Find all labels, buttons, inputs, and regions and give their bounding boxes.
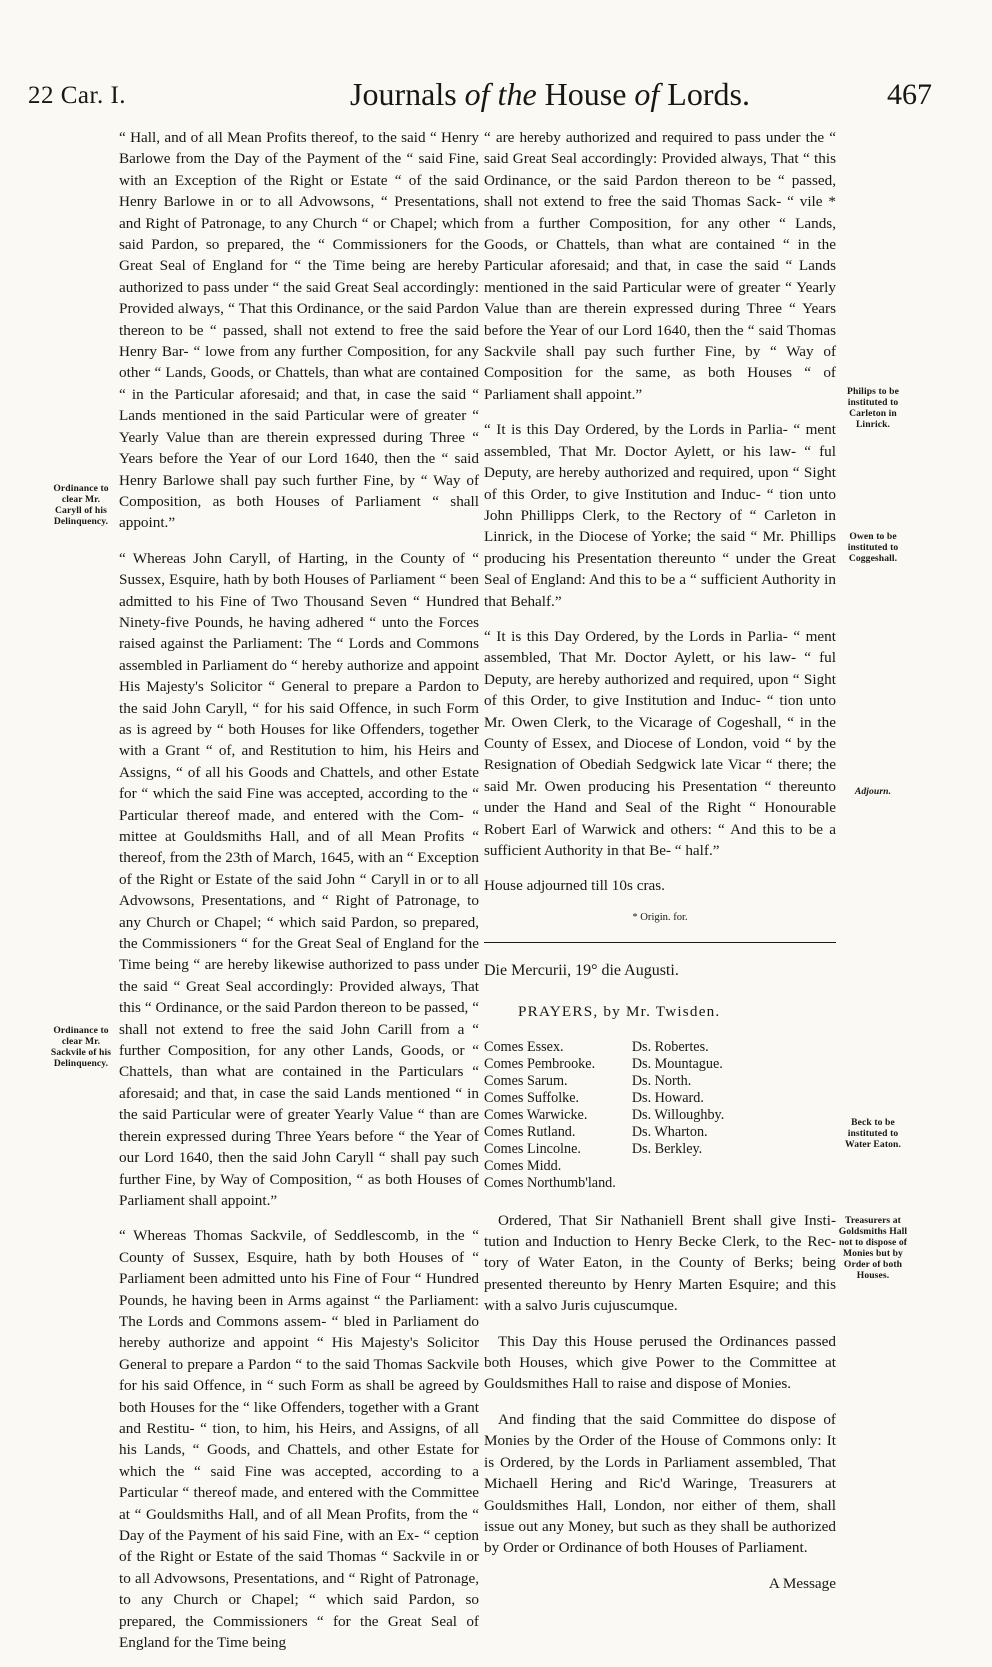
peer-name: Comes Essex. bbox=[484, 1038, 564, 1055]
catchword: A Message bbox=[768, 1574, 836, 1592]
paragraph: This Day this House perused the Ordinances passed both Houses, which give Power to the Committee at Gouldsmithes Hall to raise and dispose of Monies. bbox=[484, 1332, 836, 1393]
peer-name: Ds. Willoughby. bbox=[631, 1106, 725, 1123]
margin-note-owen: Owen to be instituted to Coggeshall. bbox=[847, 531, 899, 564]
paragraph: And finding that the said Committee do dispose of Monies by the Order of the House of Commons only: It is Ordered, by the Lords in Parliament assembled, That Michaell Hering and Ric'd Waringe, Treasurers at Gouldsmithes Hall, London, nor either of them, shall issue out any Money, but such as they shall be authorized by Order or Ordinance of both Houses of Parliament. bbox=[484, 1410, 836, 1557]
adjournment-line bbox=[484, 875, 836, 896]
peer-name: Ds. Howard. bbox=[631, 1089, 704, 1106]
dateline: Die Mercurii, 19° die Augusti. bbox=[484, 962, 679, 980]
peer-name: Ds. Mountague. bbox=[631, 1055, 723, 1072]
right-column bbox=[484, 127, 836, 1594]
page-header bbox=[28, 70, 932, 114]
running-title bbox=[350, 76, 750, 113]
peer-name: Ds. North. bbox=[631, 1072, 692, 1089]
peer-name: Comes Pembrooke. bbox=[484, 1055, 596, 1072]
page-number: 467 bbox=[887, 78, 932, 111]
running-title-part: of bbox=[634, 76, 660, 112]
prayers-line: PRAYERS, by Mr. Twisden. bbox=[518, 1003, 721, 1021]
peers-right-list bbox=[632, 1039, 724, 1192]
paragraph: “ It is this Day Ordered, by the Lords in Parlia- “ ment assembled, That Mr. Doctor Aylett, or his law- “ ful Deputy, are hereby authorized and required, upon “ Sight of this Order, to give Institution and Induc- “ tion unto John Phillipps Clerk, to the Rectory of “ Carleton in Linrick, in the Diocese of Yorke; the said “ Mr. Phillips producing his Presentation thereunto “ under the Great Seal of England: And this to be a “ sufficient Authority in that Behalf.” bbox=[484, 421, 836, 610]
margin-note-becke: Beck to be instituted to Water Eaton. bbox=[845, 1117, 901, 1150]
peer-name: Ds. Wharton. bbox=[631, 1123, 708, 1140]
running-title-part: of the bbox=[464, 76, 537, 112]
paragraph: “ Whereas John Caryll, of Harting, in the County of “ Sussex, Esquire, hath by both Houses of Parliament “ been admitted to his Fine of Two Thousand Seven “ Hundred Ninety-five Pounds, he having adhered “ unto the Forces raised against the Parliament: The “ Lords and Commons assembled in Parliament do “ hereby authorize and appoint His Majesty's Solicitor “ General to prepare a Pardon to the said John Caryll, “ for his said Offence, in such Form as is agreed by “ both Houses for like Offenders, together with a Grant “ of, and Restitution to him, his Heirs and Assigns, “ of all his Goods and Chattels, and other Estate for “ which the said Fine was accepted, according to the “ Particular thereof made, and entered with the Com- “ mittee at Gouldsmiths Hall, and of all Mean Profits “ thereof, from the 23th of March, 1645, with an “ Exception of the Right or Estate of the said John “ Caryll in or to all Advowsons, Presentations, and “ Right of Patronage, to any Church or Chapel; “ which said Pardon, so prepared, the Commissioners “ for the Great Seal of England for the Time being “ are hereby likewise authorized to pass under the said “ Great Seal accordingly: Provided always, That this “ Ordinance, or the said Pardon thereon to be passed, “ shall not extend to free the said John Carill from a “ further Composition, for any other Lands, Goods, or “ Chattels, than what are contained in the Particulars “ aforesaid; and that, in case the said Lands mentioned “ in the said Particular were of greater Yearly Value “ than are therein expressed during Three Years before “ the Year of our Lord 1640, then the said John Caryll “ shall pay such further Fine, by Way of Composition, “ as both Houses of Parliament shall appoint.” bbox=[119, 549, 479, 1209]
peers-left-list bbox=[484, 1039, 616, 1192]
peer-name: Ds. Berkley. bbox=[631, 1140, 703, 1157]
margin-note-caryll: Ordinance to clear Mr. Caryll of his Delinquency. bbox=[53, 483, 109, 527]
paragraph: “ Whereas Thomas Sackvile, of Seddlescomb, in the “ County of Sussex, Esquire, hath by both Houses of “ Parliament been admitted unto his Fine of Four “ Hundred Pounds, he having been in Arms against “ the Parliament: The Lords and Commons assem- “ bled in Parliament do hereby authorize and appoint “ His Majesty's Solicitor General to prepare a Pardon “ to the said Thomas Sackvile for his said Offence, in “ such Form as shall be agreed by both Houses for the “ like Offenders, together with a Grant and Restitu- “ tion, to him, his Heirs, and Assigns, of all his Lands, “ Goods, and Chattels, and other Estate for which the “ said Fine was accepted, according to a Particular “ thereof made, and entered with the Committee at “ Gouldsmiths Hall, and of all Mean Profits, from the “ Day of the Payment of his said Fine, with an Ex- “ ception of the Right or Estate of the said Thomas “ Sackvile in or to all Advowsons, Presentations, and “ Right of Patronage, to any Church or Chapel; “ which said Pardon, so prepared, the Commissioners “ for the Great Seal of England for the Time being bbox=[119, 1227, 479, 1652]
section-divider bbox=[484, 942, 836, 943]
peer-name: Comes Sarum. bbox=[484, 1072, 568, 1089]
margin-note-sackvile: Ordinance to clear Mr. Sackvile of his Delinquency. bbox=[50, 1025, 112, 1069]
peer-name: Ds. Robertes. bbox=[631, 1038, 709, 1055]
running-title-part: Journals bbox=[350, 76, 457, 112]
peer-name: Comes Warwicke. bbox=[484, 1106, 588, 1123]
paragraph: Ordered, That Sir Nathaniell Brent shall give Insti- tution and Induction to Henry Becke Clerk, to the Rec- tory of Water Eaton, in the County of Berks; being presented thereunto by Henry Marten Esquire; and this with a salvo Juris cujuscumque. bbox=[484, 1211, 836, 1315]
attendance-list bbox=[484, 1039, 836, 1192]
regnal-year: 22 Car. I. bbox=[28, 82, 127, 109]
paragraph: “ are hereby authorized and required to pass under the “ said Great Seal accordingly: Provided always, That “ this Ordinance, or the said Pardon thereon to be “ passed, shall not extend to free the said Thomas Sack- “ vile * from a further Composition, for any other “ Lands, Goods, or Chattels, than what are contained “ in the Particular aforesaid; and that, in case the said “ Lands mentioned in the said Particular were of greater “ Yearly Value than are therein expressed during Three “ Years before the Year of our Lord 1640, then the “ said Thomas Sackvile shall pay such further Fine, by “ Way of Composition for the same, as both Houses “ of Parliament shall appoint.” bbox=[484, 129, 836, 403]
margin-note-philips: Philips to be instituted to Carleton in Linrick. bbox=[847, 386, 899, 430]
adjournment-text: House adjourned till 10s cras. bbox=[484, 877, 665, 895]
running-title-part: Lords. bbox=[667, 76, 750, 112]
footnote: * Origin. for. bbox=[632, 911, 688, 923]
peer-name: Comes Lincolne. bbox=[484, 1140, 581, 1157]
peer-name: Comes Northumb'land. bbox=[484, 1174, 616, 1191]
paragraph: “ It is this Day Ordered, by the Lords in Parlia- “ ment assembled, That Mr. Doctor Aylett, or his law- “ ful Deputy, are hereby authorized and required, upon “ Sight of this Order, to give Institution and Induc- “ tion unto Mr. Owen Clerk, to the Vicarage of Cogeshall, “ in the County of Essex, and Diocese of London, void “ by the Resignation of Obediah Sedgwick late Vicar “ there; the said Mr. Owen producing his Presentation “ thereunto under the Hand and Seal of the Right “ Honourable Robert Earl of Warwick and others: “ And this to be a sufficient Authority in that Be- “ half.” bbox=[484, 627, 836, 859]
margin-note-adjourn: Adjourn. bbox=[854, 786, 892, 797]
peer-name: Comes Midd. bbox=[484, 1157, 562, 1174]
paragraph: “ Hall, and of all Mean Profits thereof, to the said “ Henry Barlowe from the Day of the Payment of the “ said Fine, with an Exception of the Right or Estate “ of the said Henry Barlowe in or to all Advowsons, “ Presentations, and Right of Patronage, to any Church “ or Chapel; which said Pardon, so prepared, the “ Commissioners for the Great Seal of England for “ the Time being are hereby authorized to pass under “ the said Great Seal accordingly: Provided always, “ That this Ordinance, or the said Pardon thereon to be “ passed, shall not extend to free the said Henry Bar- “ lowe from any further Composition, for any other “ Lands, Goods, or Chattels, than what are contained “ in the Particular aforesaid; and that, in case the said “ Lands mentioned in the said Particular were of greater “ Yearly Value than are therein expressed during Three “ Years before the Year of our Lord 1640, then the “ said Henry Barlowe shall pay such further Fine, by “ Way of Composition, as both Houses of Parliament “ shall appoint.” bbox=[119, 129, 479, 532]
left-column bbox=[119, 127, 479, 1667]
margin-note-treasurers: Treasurers at Goldsmiths Hall not to dispose of Monies but by Order of both Houses. bbox=[838, 1215, 908, 1281]
running-title-part: House bbox=[544, 76, 627, 112]
peer-name: Comes Rutland. bbox=[484, 1123, 576, 1140]
peer-name: Comes Suffolke. bbox=[484, 1089, 580, 1106]
